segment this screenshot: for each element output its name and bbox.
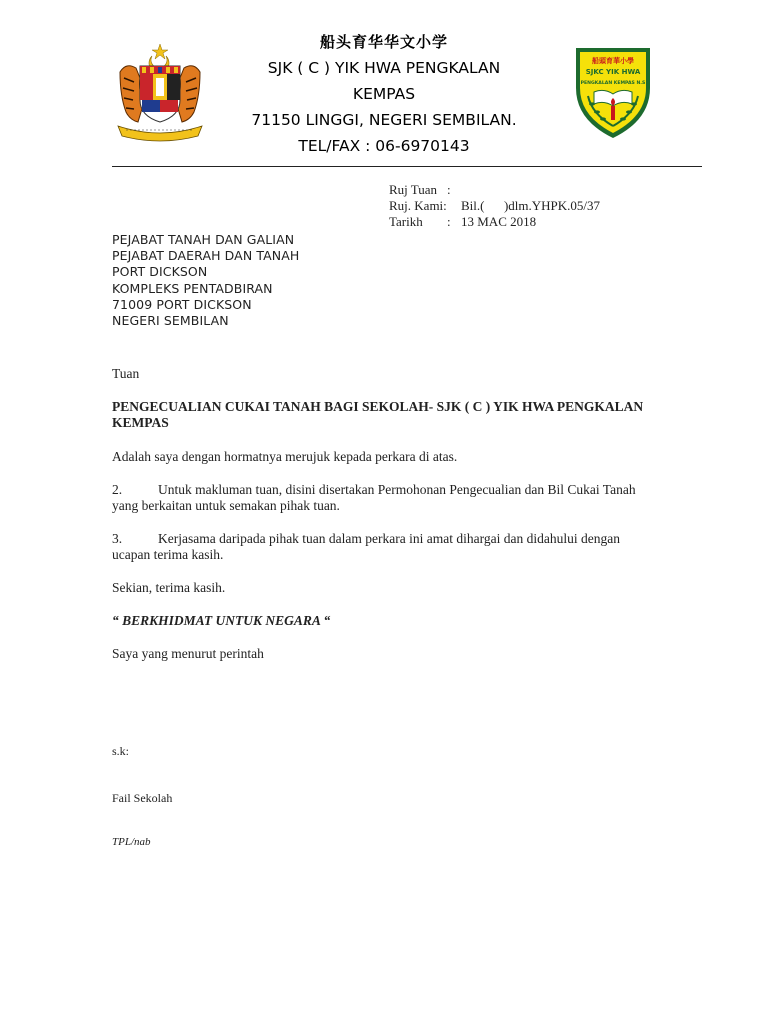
- subject-line: KEMPAS: [112, 415, 169, 430]
- ruj-kami-label: Ruj. Kami:: [389, 198, 447, 213]
- school-address: 71150 LINGGI, NEGERI SEMBILAN.: [251, 111, 517, 129]
- paragraph-1: Adalah saya dengan hormatnya merujuk kepada perkara di atas.: [112, 449, 458, 464]
- badge-chinese-text: 船頭育華小學: [592, 57, 634, 65]
- sign-off: Saya yang menurut perintah: [112, 646, 264, 661]
- recipient-line: NEGERI SEMBILAN: [112, 313, 229, 329]
- cc-label: s.k:: [112, 744, 130, 758]
- tarikh-colon: :: [447, 214, 451, 229]
- motto: “ BERKHIDMAT UNTUK NEGARA “: [112, 613, 331, 628]
- salutation: Tuan: [112, 366, 140, 381]
- recipient-line: PORT DICKSON: [112, 264, 208, 280]
- paragraph-3: [112, 531, 657, 563]
- recipient-line: PEJABAT DAERAH DAN TANAH: [112, 248, 300, 264]
- school-telfax: TEL/FAX : 06-6970143: [298, 137, 470, 155]
- closing: Sekian, terima kasih.: [112, 580, 226, 595]
- school-name: SJK ( C ) YIK HWA PENGKALAN: [267, 59, 501, 77]
- recipient-address: [112, 232, 299, 329]
- school-name-chinese: 船头育华华文小学: [319, 33, 448, 51]
- badge-line1-text: SJKC YIK HWA: [585, 68, 641, 76]
- ruj-kami-value: Bil.( )dlm.YHPK.05/37: [461, 198, 601, 213]
- ruj-tuan-colon: :: [447, 182, 451, 197]
- badge-line2-text: PENGKALAN KEMPAS N.S: [580, 81, 646, 86]
- paragraph-text: ucapan terima kasih.: [112, 547, 224, 562]
- paragraph-text: yang berkaitan untuk semakan pihak tuan.: [112, 498, 340, 513]
- letterhead-divider: [112, 166, 702, 167]
- paragraph-text: Kerjasama daripada pihak tuan dalam perkara ini amat dihargai dan didahului dengan: [158, 531, 620, 546]
- tarikh-label: Tarikh: [389, 214, 423, 229]
- reference-initials: TPL/nab: [112, 836, 151, 848]
- paragraph-number: 3.: [112, 531, 123, 546]
- school-name-continued: KEMPAS: [352, 85, 416, 103]
- recipient-line: KOMPLEKS PENTADBIRAN: [112, 280, 273, 296]
- paragraph-number: 2.: [112, 482, 123, 497]
- school-badge: [572, 44, 654, 140]
- paragraph-2: [112, 482, 657, 514]
- recipient-line: 71009 PORT DICKSON: [112, 296, 252, 312]
- cc-recipient: Fail Sekolah: [112, 791, 173, 805]
- paragraph-text: Untuk makluman tuan, disini disertakan Permohonan Pengecualian dan Bil Cukai Tanah: [158, 482, 636, 497]
- reference-block: [389, 182, 689, 234]
- recipient-line: PEJABAT TANAH DAN GALIAN: [112, 232, 295, 247]
- subject-line: PENGECUALIAN CUKAI TANAH BAGI SEKOLAH- SJK ( C ) YIK HWA PENGKALAN: [112, 399, 644, 414]
- ruj-tuan-label: Ruj Tuan: [389, 182, 438, 197]
- tarikh-value: 13 MAC 2018: [461, 214, 537, 229]
- subject: [112, 399, 672, 431]
